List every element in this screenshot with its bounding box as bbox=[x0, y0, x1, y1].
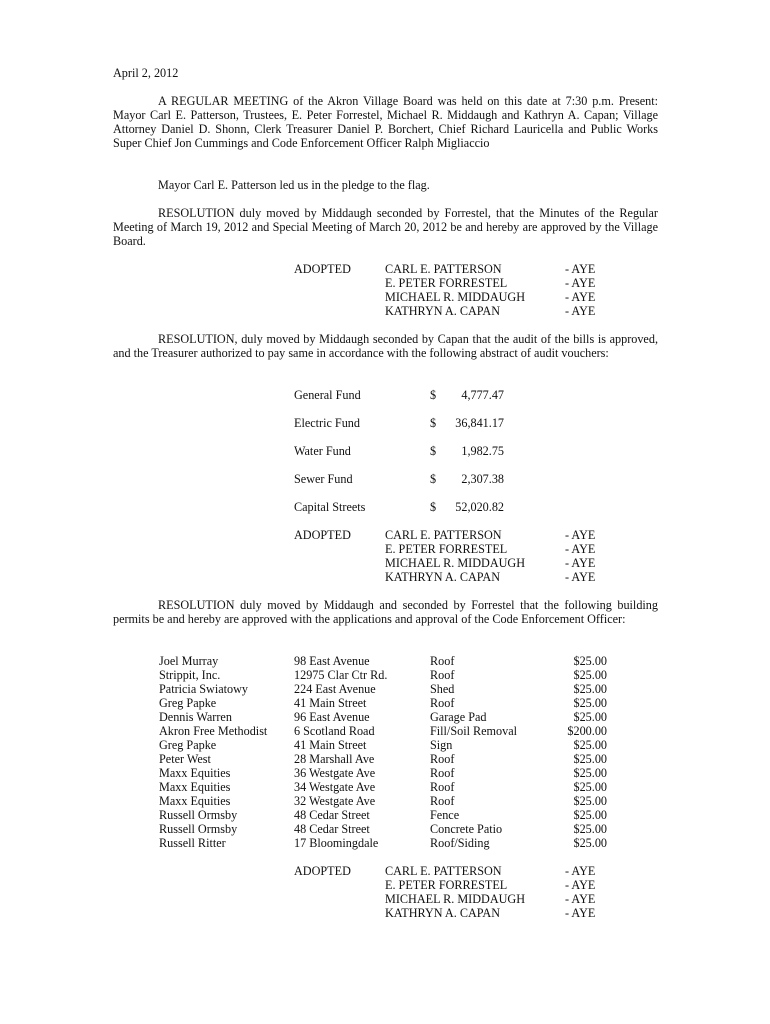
fund-name: Water Fund bbox=[294, 444, 351, 458]
vote-name: CARL E. PATTERSON bbox=[385, 262, 502, 276]
vote-name: KATHRYN A. CAPAN bbox=[385, 570, 501, 584]
vote-result: - AYE bbox=[565, 262, 596, 276]
permit-type: Roof bbox=[430, 654, 455, 668]
permit-address: 96 East Avenue bbox=[294, 710, 370, 724]
vote-result: - AYE bbox=[565, 290, 596, 304]
permit-fee: $25.00 bbox=[573, 668, 607, 682]
vote-name: KATHRYN A. CAPAN bbox=[385, 906, 501, 920]
vote-name: MICHAEL R. MIDDAUGH bbox=[385, 290, 526, 304]
vote-result: - AYE bbox=[565, 892, 596, 906]
resolution-permits bbox=[113, 598, 658, 626]
permit-applicant: Maxx Equities bbox=[159, 766, 231, 780]
permit-address: 36 Westgate Ave bbox=[294, 766, 376, 780]
permit-address: 41 Main Street bbox=[294, 696, 367, 710]
permit-applicant: Dennis Warren bbox=[159, 710, 232, 724]
resolution-audit bbox=[113, 332, 658, 360]
vote-name: E. PETER FORRESTEL bbox=[385, 542, 508, 556]
adopted-label: ADOPTED bbox=[294, 262, 351, 276]
intro-paragraph bbox=[113, 94, 658, 150]
vote-result: - AYE bbox=[565, 304, 596, 318]
fund-name: Capital Streets bbox=[294, 500, 366, 514]
permit-fee: $25.00 bbox=[573, 738, 607, 752]
intro-text: A REGULAR MEETING of the Akron Village Board was held on this date at 7:30 p.m. Present: Mayor Carl E. Patterson, Trustees, E. Peter Forrestel, Michael R. Middaugh and Kathryn A. Capan; Village Attorney Daniel D. Shonn, Clerk Treasurer Daniel P. Borchert, Chief Richard Lauricella and Public Works Super Chief Jon Cummings and Code Enforcement Officer Ralph Migliaccio bbox=[113, 94, 658, 150]
permit-applicant: Greg Papke bbox=[159, 696, 217, 710]
permit-type: Roof bbox=[430, 668, 455, 682]
permit-fee: $25.00 bbox=[573, 682, 607, 696]
permit-fee: $25.00 bbox=[573, 822, 607, 836]
permit-applicant: Peter West bbox=[159, 752, 211, 766]
permit-fee: $25.00 bbox=[573, 654, 607, 668]
permit-fee: $25.00 bbox=[573, 836, 607, 850]
permit-applicant: Joel Murray bbox=[159, 654, 219, 668]
permit-address: 48 Cedar Street bbox=[294, 822, 370, 836]
vote-result: - AYE bbox=[565, 528, 596, 542]
permit-fee: $25.00 bbox=[573, 766, 607, 780]
fund-currency: $ bbox=[430, 444, 437, 458]
permit-type: Garage Pad bbox=[430, 710, 487, 724]
permit-address: 34 Westgate Ave bbox=[294, 780, 376, 794]
permit-type: Roof bbox=[430, 752, 455, 766]
fund-name: Electric Fund bbox=[294, 416, 360, 430]
permit-address: 41 Main Street bbox=[294, 738, 367, 752]
adopted-label: ADOPTED bbox=[294, 864, 351, 878]
permit-fee: $25.00 bbox=[573, 794, 607, 808]
vote-result: - AYE bbox=[565, 276, 596, 290]
vote-result: - AYE bbox=[565, 864, 596, 878]
permit-applicant: Patricia Swiatowy bbox=[159, 682, 249, 696]
meeting-date: April 2, 2012 bbox=[113, 66, 179, 80]
permit-type: Fence bbox=[430, 808, 460, 822]
vote-name: KATHRYN A. CAPAN bbox=[385, 304, 501, 318]
resolution-minutes-text: RESOLUTION duly moved by Middaugh seconded by Forrestel, that the Minutes of the Regular Meeting of March 19, 2012 and Special Meeting of March 20, 2012 be and hereby are approved by the Village Board. bbox=[113, 206, 658, 248]
fund-currency: $ bbox=[430, 388, 437, 402]
permit-type: Shed bbox=[430, 682, 455, 696]
permit-address: 17 Bloomingdale bbox=[294, 836, 379, 850]
resolution-permits-text: RESOLUTION duly moved by Middaugh and seconded by Forrestel that the following building permits be and hereby are approved with the applications and approval of the Code Enforcement Officer: bbox=[113, 598, 658, 626]
permit-fee: $200.00 bbox=[567, 724, 607, 738]
permit-applicant: Russell Ormsby bbox=[159, 822, 238, 836]
pledge-text: Mayor Carl E. Patterson led us in the pledge to the flag. bbox=[158, 178, 430, 192]
fund-currency: $ bbox=[430, 500, 437, 514]
fund-currency: $ bbox=[430, 472, 437, 486]
vote-result: - AYE bbox=[565, 542, 596, 556]
permit-address: 48 Cedar Street bbox=[294, 808, 370, 822]
vote-name: CARL E. PATTERSON bbox=[385, 864, 502, 878]
vote-result: - AYE bbox=[565, 556, 596, 570]
permit-fee: $25.00 bbox=[573, 780, 607, 794]
permit-type: Roof bbox=[430, 780, 455, 794]
permit-applicant: Russell Ritter bbox=[159, 836, 226, 850]
permit-type: Roof bbox=[430, 766, 455, 780]
permit-address: 32 Westgate Ave bbox=[294, 794, 376, 808]
permit-type: Fill/Soil Removal bbox=[430, 724, 518, 738]
permit-type: Concrete Patio bbox=[430, 822, 503, 836]
vote-name: CARL E. PATTERSON bbox=[385, 528, 502, 542]
permit-fee: $25.00 bbox=[573, 696, 607, 710]
permit-applicant: Maxx Equities bbox=[159, 794, 231, 808]
permit-type: Roof bbox=[430, 696, 455, 710]
pledge-paragraph bbox=[113, 178, 658, 192]
vote-result: - AYE bbox=[565, 906, 596, 920]
fund-amount: 1,982.75 bbox=[461, 444, 504, 458]
permit-address: 6 Scotland Road bbox=[294, 724, 375, 738]
fund-name: General Fund bbox=[294, 388, 361, 402]
fund-name: Sewer Fund bbox=[294, 472, 353, 486]
permit-address: 12975 Clar Ctr Rd. bbox=[294, 668, 388, 682]
fund-amount: 36,841.17 bbox=[455, 416, 504, 430]
vote-result: - AYE bbox=[565, 878, 596, 892]
resolution-audit-text: RESOLUTION, duly moved by Middaugh seconded by Capan that the audit of the bills is approved, and the Treasurer authorized to pay same in accordance with the following abstract of audit vouchers: bbox=[113, 332, 658, 360]
permit-type: Roof bbox=[430, 794, 455, 808]
permit-fee: $25.00 bbox=[573, 710, 607, 724]
vote-name: E. PETER FORRESTEL bbox=[385, 878, 508, 892]
vote-result: - AYE bbox=[565, 570, 596, 584]
resolution-minutes bbox=[113, 206, 658, 248]
permit-applicant: Russell Ormsby bbox=[159, 808, 238, 822]
permit-applicant: Greg Papke bbox=[159, 738, 217, 752]
permit-address: 28 Marshall Ave bbox=[294, 752, 375, 766]
permit-type: Sign bbox=[430, 738, 453, 752]
fund-amount: 2,307.38 bbox=[461, 472, 504, 486]
fund-currency: $ bbox=[430, 416, 437, 430]
permit-applicant: Maxx Equities bbox=[159, 780, 231, 794]
vote-name: E. PETER FORRESTEL bbox=[385, 276, 508, 290]
adopted-label: ADOPTED bbox=[294, 528, 351, 542]
permit-applicant: Strippit, Inc. bbox=[159, 668, 221, 682]
fund-amount: 52,020.82 bbox=[455, 500, 504, 514]
fund-amount: 4,777.47 bbox=[461, 388, 504, 402]
permit-applicant: Akron Free Methodist bbox=[159, 724, 268, 738]
permit-fee: $25.00 bbox=[573, 808, 607, 822]
vote-name: MICHAEL R. MIDDAUGH bbox=[385, 556, 526, 570]
vote-name: MICHAEL R. MIDDAUGH bbox=[385, 892, 526, 906]
permit-address: 224 East Avenue bbox=[294, 682, 376, 696]
permit-type: Roof/Siding bbox=[430, 836, 490, 850]
permit-fee: $25.00 bbox=[573, 752, 607, 766]
permit-address: 98 East Avenue bbox=[294, 654, 370, 668]
